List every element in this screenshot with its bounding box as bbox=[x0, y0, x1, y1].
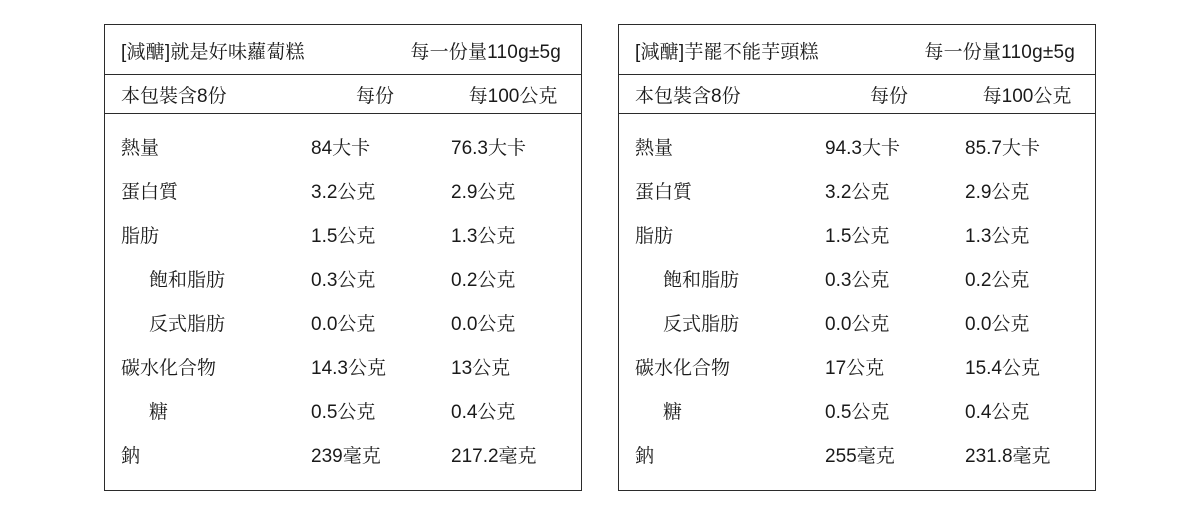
nutrient-per-100g: 76.3大卡 bbox=[451, 137, 526, 159]
nutrient-per-serving: 0.5公克 bbox=[311, 401, 376, 423]
nutrient-per-100g: 85.7大卡 bbox=[965, 137, 1040, 159]
column-header-name: 本包裝含8份 bbox=[635, 85, 741, 107]
nutrient-rows bbox=[105, 114, 581, 490]
serving-size: 每一份量110g±5g bbox=[410, 42, 561, 63]
nutrition-panel-right bbox=[618, 24, 1096, 491]
column-header-per-serving: 每份 bbox=[869, 85, 908, 107]
table-row bbox=[105, 344, 581, 388]
nutrient-name: 蛋白質 bbox=[635, 181, 693, 203]
nutrient-per-100g: 1.3公克 bbox=[451, 225, 516, 247]
column-headers bbox=[619, 74, 1095, 114]
column-header-per-100g: 每100公克 bbox=[468, 85, 558, 107]
nutrient-per-serving: 0.3公克 bbox=[311, 269, 376, 291]
nutrient-per-serving: 3.2公克 bbox=[311, 181, 376, 203]
nutrient-per-100g: 2.9公克 bbox=[965, 181, 1030, 203]
column-header-name: 本包裝含8份 bbox=[121, 85, 227, 107]
column-headers bbox=[105, 74, 581, 114]
nutrient-per-100g: 231.8毫克 bbox=[965, 445, 1051, 467]
nutrient-per-100g: 0.0公克 bbox=[451, 313, 516, 335]
table-row bbox=[105, 256, 581, 300]
nutrient-per-serving: 0.3公克 bbox=[825, 269, 890, 291]
nutrient-per-100g: 217.2毫克 bbox=[451, 445, 537, 467]
product-title: [減醣]就是好味蘿蔔糕 bbox=[121, 42, 305, 63]
nutrient-per-serving: 94.3大卡 bbox=[825, 137, 900, 159]
nutrient-per-serving: 239毫克 bbox=[311, 445, 381, 467]
table-row bbox=[619, 344, 1095, 388]
table-row bbox=[105, 168, 581, 212]
table-row bbox=[619, 300, 1095, 344]
nutrient-per-serving: 17公克 bbox=[825, 357, 885, 379]
nutrient-name: 反式脂肪 bbox=[663, 313, 740, 335]
table-row bbox=[105, 124, 581, 168]
nutrition-panel-left bbox=[104, 24, 582, 491]
nutrient-per-serving: 0.0公克 bbox=[311, 313, 376, 335]
table-row bbox=[619, 212, 1095, 256]
nutrient-name: 糖 bbox=[663, 401, 683, 423]
nutrient-per-serving: 0.0公克 bbox=[825, 313, 890, 335]
table-row bbox=[619, 168, 1095, 212]
nutrient-name: 碳水化合物 bbox=[121, 357, 217, 379]
nutrient-name: 蛋白質 bbox=[121, 181, 179, 203]
nutrient-per-serving: 3.2公克 bbox=[825, 181, 890, 203]
nutrient-name: 鈉 bbox=[121, 445, 141, 467]
panel-header bbox=[619, 25, 1095, 74]
table-row bbox=[105, 388, 581, 432]
nutrient-per-serving: 14.3公克 bbox=[311, 357, 386, 379]
nutrient-name: 反式脂肪 bbox=[149, 313, 226, 335]
nutrient-name: 飽和脂肪 bbox=[149, 269, 226, 291]
nutrient-name: 鈉 bbox=[635, 445, 655, 467]
serving-size: 每一份量110g±5g bbox=[924, 42, 1075, 63]
nutrient-per-serving: 255毫克 bbox=[825, 445, 895, 467]
column-header-per-serving: 每份 bbox=[355, 85, 394, 107]
nutrient-per-serving: 1.5公克 bbox=[311, 225, 376, 247]
nutrient-per-100g: 0.2公克 bbox=[451, 269, 516, 291]
nutrient-per-serving: 84大卡 bbox=[311, 137, 371, 159]
table-row bbox=[619, 256, 1095, 300]
nutrient-per-serving: 1.5公克 bbox=[825, 225, 890, 247]
product-title: [減醣]芋罷不能芋頭糕 bbox=[635, 42, 819, 63]
nutrient-per-100g: 15.4公克 bbox=[965, 357, 1040, 379]
nutrient-name: 糖 bbox=[149, 401, 169, 423]
nutrient-name: 熱量 bbox=[121, 137, 160, 159]
table-row bbox=[619, 124, 1095, 168]
column-header-per-100g: 每100公克 bbox=[982, 85, 1072, 107]
nutrient-per-100g: 0.0公克 bbox=[965, 313, 1030, 335]
nutrient-name: 脂肪 bbox=[121, 225, 160, 247]
table-row bbox=[619, 432, 1095, 476]
table-row bbox=[105, 432, 581, 476]
nutrient-per-100g: 0.4公克 bbox=[965, 401, 1030, 423]
nutrient-per-100g: 13公克 bbox=[451, 357, 511, 379]
nutrient-per-100g: 1.3公克 bbox=[965, 225, 1030, 247]
nutrient-per-100g: 0.4公克 bbox=[451, 401, 516, 423]
nutrient-name: 脂肪 bbox=[635, 225, 674, 247]
table-row bbox=[105, 300, 581, 344]
nutrient-name: 飽和脂肪 bbox=[663, 269, 740, 291]
nutrient-per-100g: 0.2公克 bbox=[965, 269, 1030, 291]
table-row bbox=[619, 388, 1095, 432]
nutrient-per-100g: 2.9公克 bbox=[451, 181, 516, 203]
nutrient-rows bbox=[619, 114, 1095, 490]
panel-header bbox=[105, 25, 581, 74]
nutrient-per-serving: 0.5公克 bbox=[825, 401, 890, 423]
table-row bbox=[105, 212, 581, 256]
nutrient-name: 熱量 bbox=[635, 137, 674, 159]
nutrient-name: 碳水化合物 bbox=[635, 357, 731, 379]
